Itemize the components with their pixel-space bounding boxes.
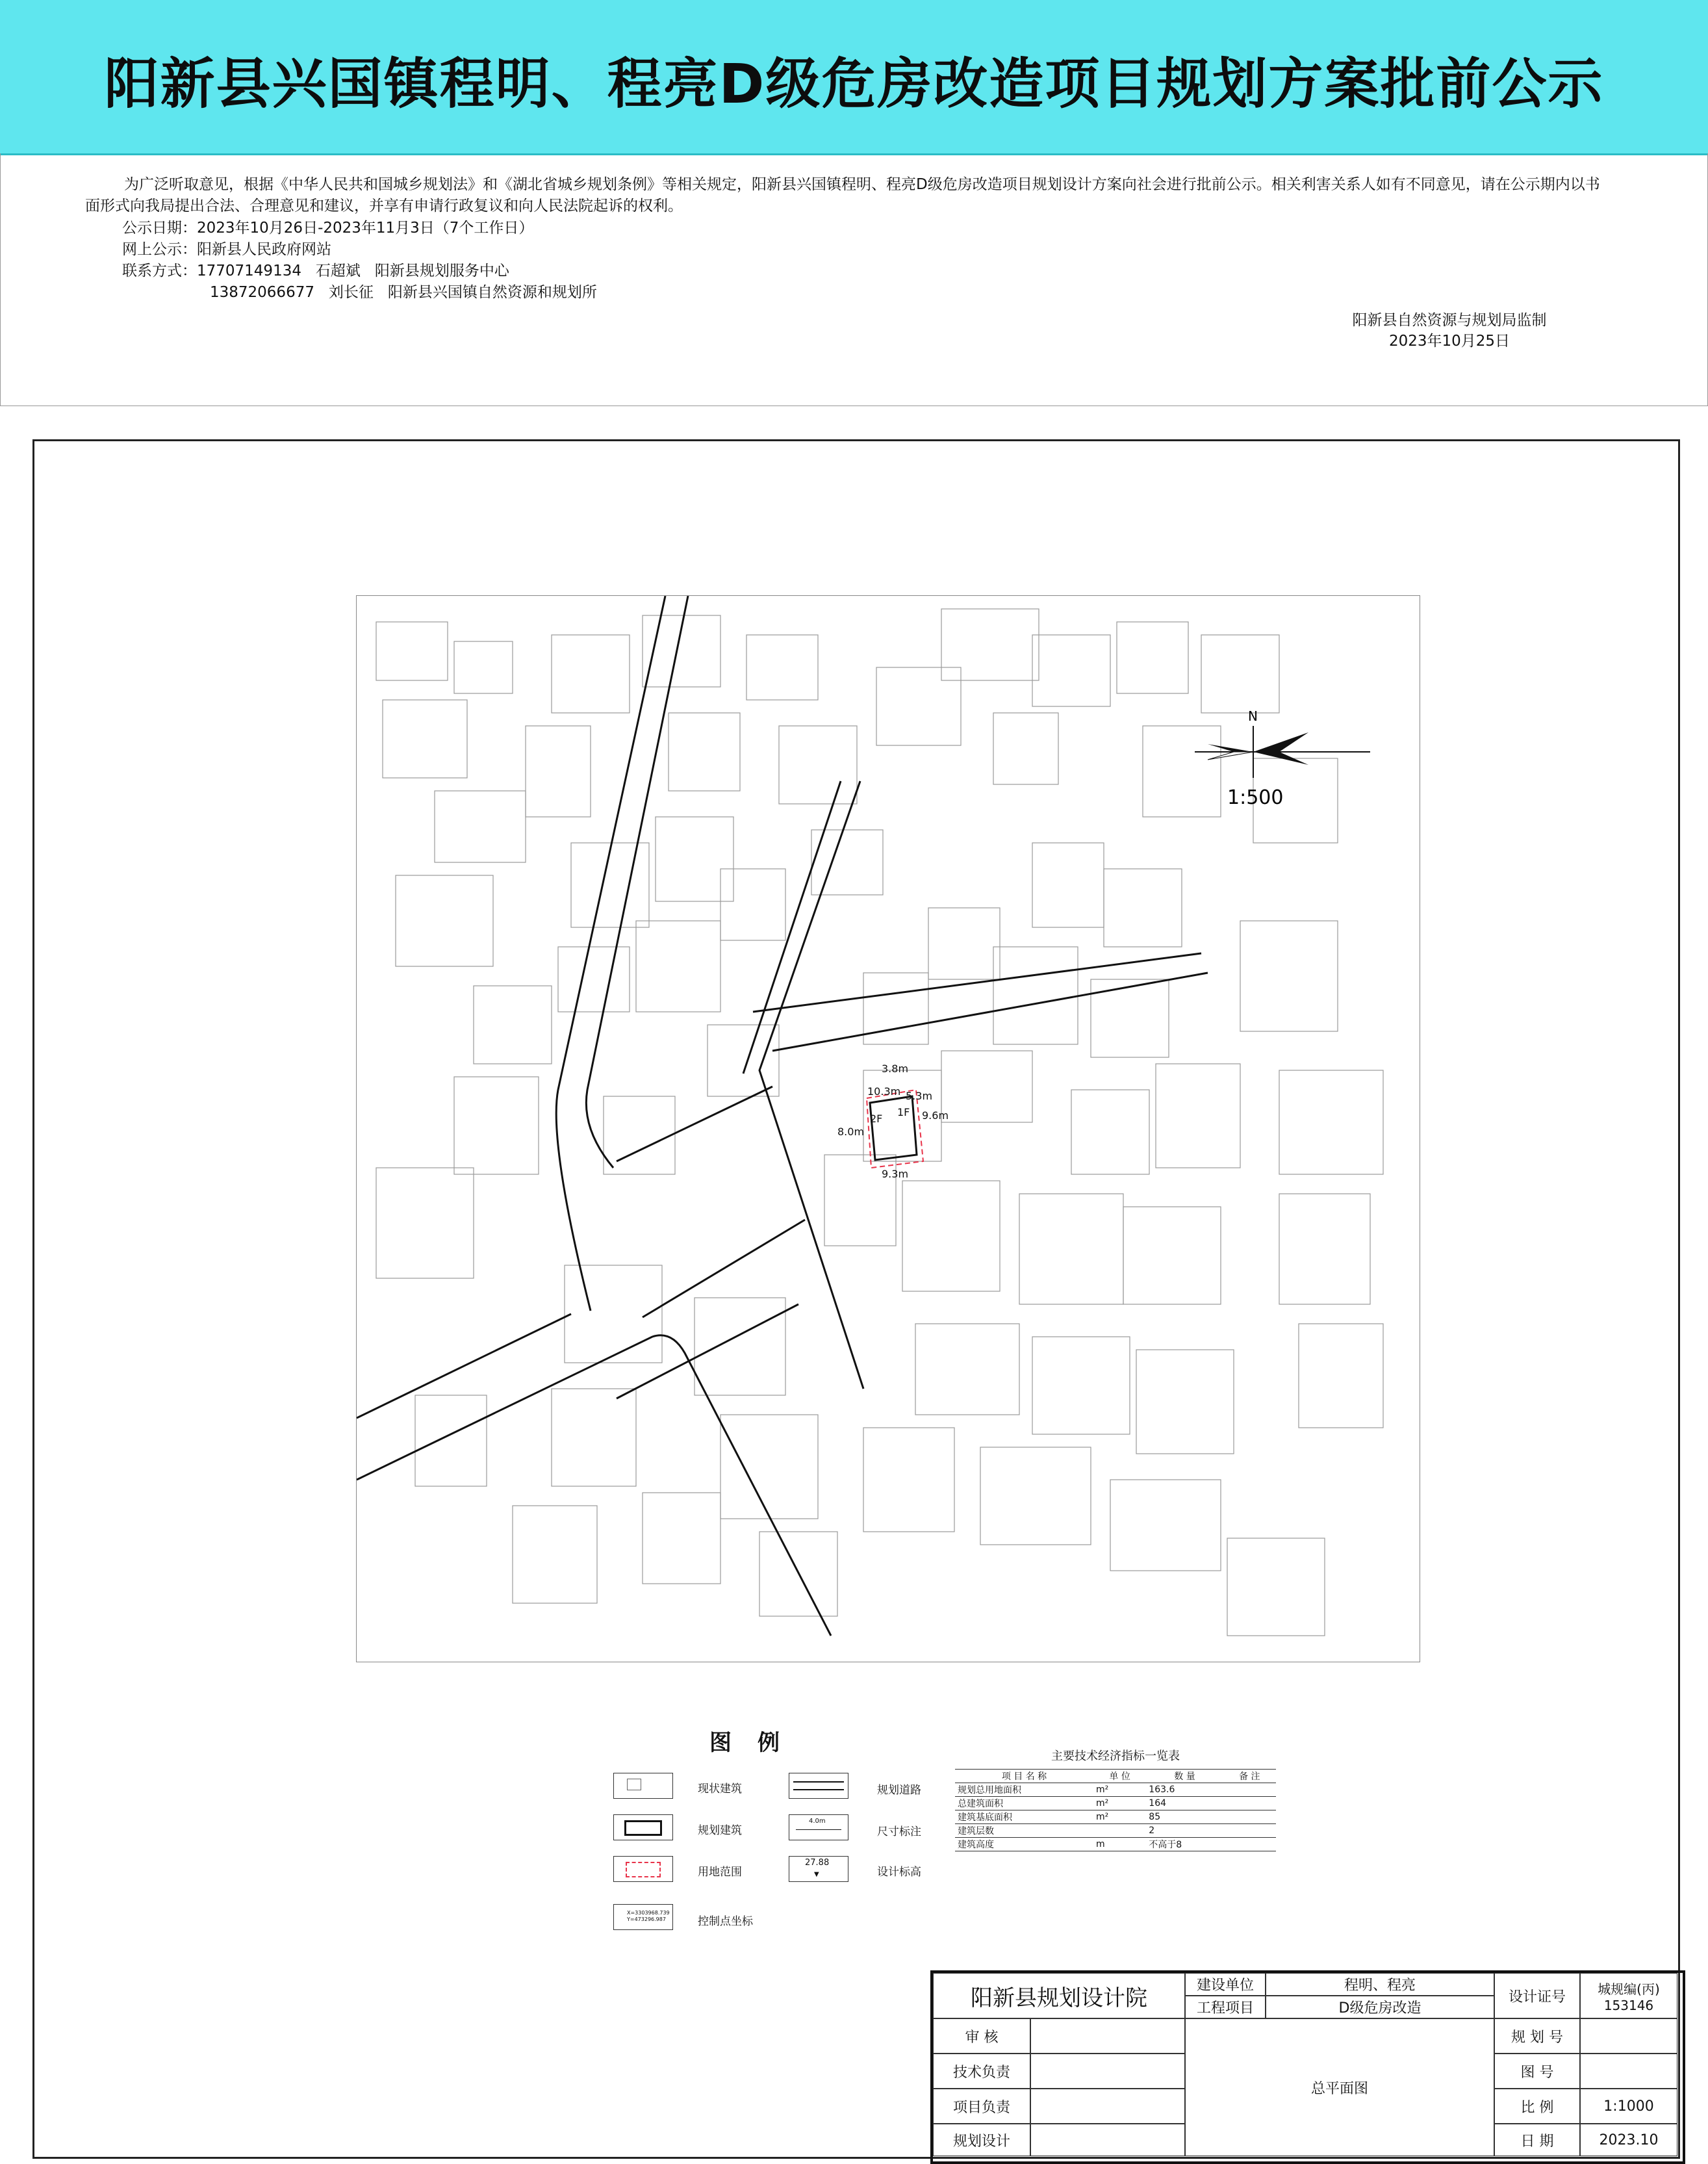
dim-label: 9.3m xyxy=(882,1168,909,1180)
notice-date: 公示日期：2023年10月26日-2023年11月3日（7个工作日） xyxy=(122,220,534,237)
tech-lead-sign xyxy=(1030,2054,1185,2089)
tech-cell: 164 xyxy=(1146,1797,1223,1810)
notice-signer: 阳新县自然资源与规划局监制 xyxy=(1352,312,1547,329)
dim-label: 9.6m xyxy=(922,1109,949,1122)
tech-cell: 建筑层数 xyxy=(955,1824,1093,1838)
legend-dimension-symbol xyxy=(789,1814,848,1840)
tech-header: 项 目 名 称 xyxy=(955,1770,1093,1783)
tech-cell: 不高于8 xyxy=(1146,1838,1223,1851)
date-label: 日 期 xyxy=(1494,2124,1580,2156)
north-label: N xyxy=(1248,708,1258,724)
tech-cell: 85 xyxy=(1146,1810,1223,1824)
legend-planned-building-symbol xyxy=(613,1814,673,1840)
tech-cell: 总建筑面积 xyxy=(955,1797,1093,1810)
institute-name: 阳新县规划设计院 xyxy=(933,1973,1185,2018)
notice-contact-2: 13872066677 刘长征 阳新县兴国镇自然资源和规划所 xyxy=(210,284,597,301)
table-row xyxy=(955,1824,1276,1838)
legend-land-boundary-symbol xyxy=(613,1856,673,1882)
plan-no-value xyxy=(1580,2018,1677,2054)
drawing-name: 总平面图 xyxy=(1185,2018,1494,2156)
legend-title: 图例 xyxy=(709,1730,806,1756)
tech-cell xyxy=(1223,1838,1276,1851)
tech-cell: m² xyxy=(1093,1797,1146,1810)
tech-table-title: 主要技术经济指标一览表 xyxy=(1051,1749,1180,1763)
legend-control-point-symbol xyxy=(613,1904,673,1930)
legend-label: 设计标高 xyxy=(877,1866,921,1879)
scale-label: 比 例 xyxy=(1494,2089,1580,2124)
tech-indicator-table xyxy=(955,1747,1276,1851)
fig-no-label: 图 号 xyxy=(1494,2054,1580,2089)
site-plan-map xyxy=(356,595,1420,1662)
dim-sample: 4.0m xyxy=(809,1818,826,1825)
notice-panel xyxy=(0,153,1708,406)
notice-online: 网上公示：阳新县人民政府网站 xyxy=(122,241,331,258)
site-plan-svg xyxy=(357,596,1420,1662)
tech-cell: 163.6 xyxy=(1146,1783,1223,1797)
legend-label: 控制点坐标 xyxy=(698,1915,753,1928)
table-row xyxy=(955,1797,1276,1810)
tech-cell: 建筑基底面积 xyxy=(955,1810,1093,1824)
tech-lead-label: 技术负责 xyxy=(933,2054,1030,2089)
coord-sample: Y=473296.987 xyxy=(627,1916,666,1922)
tech-cell xyxy=(1223,1810,1276,1824)
scale-value: 1:1000 xyxy=(1580,2089,1677,2124)
client-value: 程明、程亮 xyxy=(1266,1973,1494,1996)
planned-roads xyxy=(357,596,1208,1636)
tech-header: 单 位 xyxy=(1093,1770,1146,1783)
cert-value: 城规编(丙) 153146 xyxy=(1580,1973,1677,2018)
tech-cell xyxy=(1223,1824,1276,1838)
table-row xyxy=(955,1783,1276,1797)
tech-cell xyxy=(1223,1797,1276,1810)
date-value: 2023.10 xyxy=(1580,2124,1677,2156)
cert-label: 设计证号 xyxy=(1494,1973,1580,2018)
dim-label: 3.8m xyxy=(882,1063,909,1075)
tech-cell: 2 xyxy=(1146,1824,1223,1838)
legend-existing-building-symbol xyxy=(613,1773,673,1799)
tech-cell xyxy=(1223,1783,1276,1797)
coord-sample: X=3303968.739 xyxy=(627,1910,670,1916)
dim-label: 2F xyxy=(870,1113,883,1125)
legend-label: 规划建筑 xyxy=(698,1824,742,1837)
review-sign xyxy=(1030,2018,1185,2054)
table-row xyxy=(955,1810,1276,1824)
map-scale-label: 1:500 xyxy=(1227,786,1284,809)
tech-header: 备 注 xyxy=(1223,1770,1276,1783)
legend-label: 尺寸标注 xyxy=(877,1825,921,1838)
elev-sample: 27.88 xyxy=(805,1858,830,1868)
title-banner xyxy=(0,0,1708,155)
designer-sign xyxy=(1030,2124,1185,2156)
page-title: 阳新县兴国镇程明、程亮D级危房改造项目规划方案批前公示 xyxy=(104,52,1604,116)
tech-cell xyxy=(1093,1824,1146,1838)
dim-label: 8.0m xyxy=(837,1126,865,1138)
fig-no-value xyxy=(1580,2054,1677,2089)
legend-label: 规划道路 xyxy=(877,1784,921,1797)
legend-elevation-symbol: 27.88 ▼ xyxy=(789,1856,848,1882)
tech-header: 数 量 xyxy=(1146,1770,1223,1783)
title-block xyxy=(930,1970,1685,2164)
notice-contact-1: 联系方式：17707149134 石超斌 阳新县规划服务中心 xyxy=(122,263,509,279)
dim-label: 1F xyxy=(897,1106,910,1118)
designer-label: 规划设计 xyxy=(933,2124,1030,2156)
legend-planned-road-symbol xyxy=(789,1773,848,1799)
review-label: 审 核 xyxy=(933,2018,1030,2054)
proj-lead-sign xyxy=(1030,2089,1185,2124)
dim-label: 5.3m xyxy=(906,1090,933,1102)
tech-cell: m² xyxy=(1093,1783,1146,1797)
client-label: 建设单位 xyxy=(1185,1973,1266,1996)
project-label: 工程项目 xyxy=(1185,1996,1266,2018)
table-row xyxy=(955,1838,1276,1851)
legend-label: 用地范围 xyxy=(698,1866,742,1879)
project-value: D级危房改造 xyxy=(1266,1996,1494,2018)
notice-sign-date: 2023年10月25日 xyxy=(1388,333,1510,350)
tech-cell: m xyxy=(1093,1838,1146,1851)
proj-lead-label: 项目负责 xyxy=(933,2089,1030,2124)
tech-cell: 建筑高度 xyxy=(955,1838,1093,1851)
dim-label: 10.3m xyxy=(867,1085,901,1098)
tech-cell: m² xyxy=(1093,1810,1146,1824)
tech-cell: 规划总用地面积 xyxy=(955,1783,1093,1797)
notice-body: 为广泛听取意见，根据《中华人民共和国城乡规划法》和《湖北省城乡规划条例》等相关规定，阳新县兴国镇程明、程亮D级危房改造项目规划设计方案向社会进行批前公示。相关利害关系人如有不同意见，请在公示期内以书面形式向我局提出合法、合理意见和建议，并享有申请行政复议和向人民法院起诉的权利。 xyxy=(85,176,1600,214)
legend-label: 现状建筑 xyxy=(698,1783,742,1796)
plan-no-label: 规 划 号 xyxy=(1494,2018,1580,2054)
